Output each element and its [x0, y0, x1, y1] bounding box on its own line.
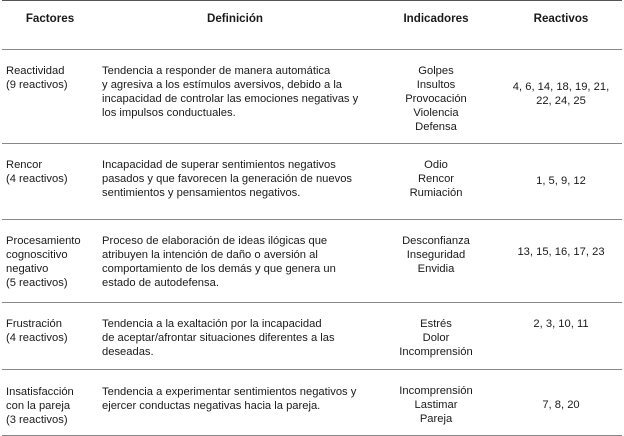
definition-line: los impulsos conductuales.	[102, 107, 236, 119]
definition-line: ejercer conductas negativas hacia la pareja.	[102, 400, 321, 412]
definition-line: Proceso de elaboración de ideas ilógicas que	[102, 235, 328, 247]
definition-line: pasados y que favorecen la generación de nuevos	[102, 173, 353, 185]
indicator-line: Rumiación	[409, 187, 463, 199]
definition-line: estado de autodefensa.	[102, 277, 219, 289]
factor-line: Insatisfacción	[6, 386, 74, 398]
definition-line: de aceptar/afrontar situaciones diferentes a las	[102, 332, 335, 344]
factor-line: (4 reactivos)	[6, 332, 68, 344]
indicator-line: Rencor	[417, 173, 455, 185]
table-row	[2, 50, 622, 144]
header-reactivos: Reactivos	[500, 1, 622, 50]
definition-line: sentimientos y pensamientos negativos.	[102, 187, 301, 199]
indicator-line: Odio	[424, 159, 448, 171]
items-line: 1, 5, 9, 12	[536, 175, 586, 187]
indicator-line: Provocación	[405, 93, 467, 105]
definition-line: Tendencia a experimentar sentimientos negativos y	[102, 386, 357, 398]
definition-cell	[98, 144, 372, 220]
definition-line: Tendencia a la exaltación por la incapacidad	[102, 318, 322, 330]
indicator-line: Violencia	[413, 107, 459, 119]
indicators-cell	[372, 144, 500, 220]
factor-line: negativo	[6, 263, 49, 275]
indicators-cell	[372, 370, 500, 436]
indicators-cell	[372, 220, 500, 303]
indicator-line: Desconfianza	[402, 235, 470, 247]
factor-cell	[2, 220, 98, 303]
definition-cell	[98, 303, 372, 370]
table-row	[2, 370, 622, 436]
indicator-line: Incomprensión	[399, 346, 473, 358]
definition-cell	[98, 370, 372, 436]
header-indicadores: Indicadores	[372, 1, 500, 50]
definition-line: comportamiento de los demás y que genera un	[102, 263, 336, 275]
factor-line: (5 reactivos)	[6, 277, 68, 289]
items-cell	[500, 144, 622, 220]
definition-line: y agresiva a los estímulos aversivos, debido a la	[102, 79, 343, 91]
definition-cell	[98, 50, 372, 144]
factor-line: (4 reactivos)	[6, 173, 68, 185]
factor-cell	[2, 370, 98, 436]
indicator-line: Incomprensión	[399, 385, 473, 397]
definition-line: incapacidad de controlar las emociones negativas y	[102, 93, 359, 105]
table-row	[2, 144, 622, 220]
factor-line: cognoscitivo	[6, 249, 68, 261]
factor-line: Rencor	[6, 159, 43, 171]
factor-line: Reactividad	[6, 65, 65, 77]
factor-line: Procesamiento	[6, 235, 81, 247]
definition-line: atribuyen la intención de daño o aversión al	[102, 249, 318, 261]
indicators-cell	[372, 303, 500, 370]
factor-line: con la pareja	[6, 400, 71, 412]
items-line: 4, 6, 14, 18, 19, 21,	[512, 81, 610, 93]
factor-line: (9 reactivos)	[6, 79, 68, 91]
items-cell	[500, 220, 622, 303]
header-row	[2, 1, 622, 50]
items-cell	[500, 370, 622, 436]
definition-line: Tendencia a responder de manera automática	[102, 65, 331, 77]
items-cell	[500, 50, 622, 144]
header-factores: Factores	[2, 1, 98, 50]
items-line: 2, 3, 10, 11	[533, 318, 589, 330]
factors-table	[2, 0, 622, 436]
indicator-line: Golpes	[418, 65, 454, 77]
factor-cell	[2, 303, 98, 370]
items-line: 7, 8, 20	[542, 399, 580, 411]
indicator-line: Insultos	[416, 79, 456, 91]
indicator-line: Pareja	[419, 413, 453, 425]
table-body	[2, 50, 622, 436]
definition-line: Incapacidad de superar sentimientos negativos	[102, 159, 336, 171]
table-row	[2, 303, 622, 370]
factor-cell	[2, 144, 98, 220]
header-definicion: Definición	[98, 1, 372, 50]
items-cell	[500, 303, 622, 370]
factor-cell	[2, 50, 98, 144]
indicator-line: Estrés	[420, 318, 452, 330]
indicator-line: Lastimar	[414, 399, 458, 411]
indicator-line: Dolor	[422, 332, 450, 344]
factor-line: (3 reactivos)	[6, 414, 68, 426]
indicator-line: Inseguridad	[406, 249, 466, 261]
table-row	[2, 220, 622, 303]
definition-line: deseadas.	[102, 346, 154, 358]
definition-cell	[98, 220, 372, 303]
indicator-line: Defensa	[415, 121, 457, 133]
items-line: 13, 15, 16, 17, 23	[517, 246, 605, 258]
items-line: 22, 24, 25	[536, 95, 586, 107]
indicators-cell	[372, 50, 500, 144]
indicator-line: Envidia	[417, 263, 455, 275]
factor-line: Frustración	[6, 318, 62, 330]
